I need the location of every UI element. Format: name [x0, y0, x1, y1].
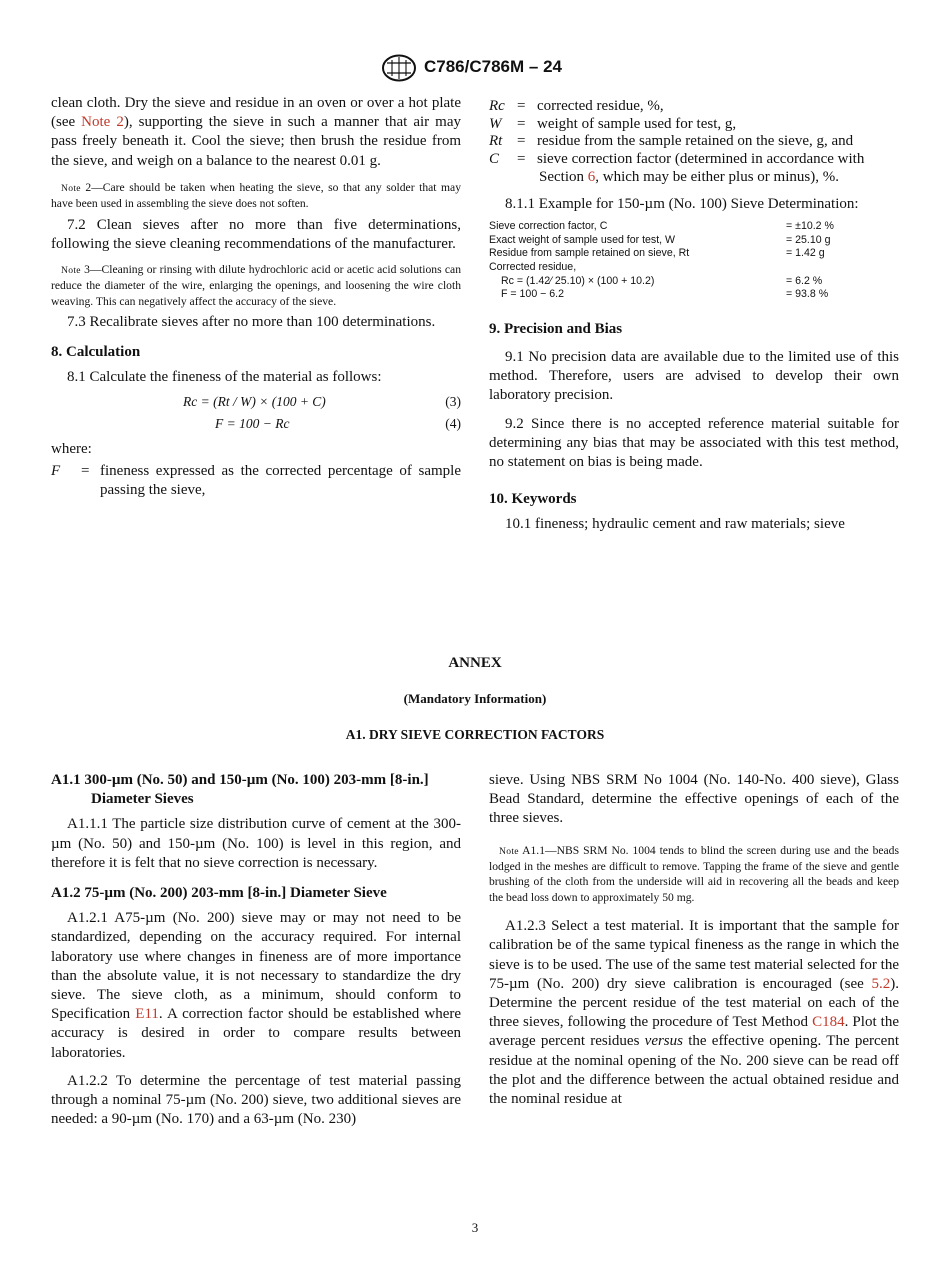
definition-Rc: Rc = corrected residue, %,: [489, 98, 664, 114]
annex-subtitle: (Mandatory Information): [403, 691, 547, 706]
page-header: [0, 54, 950, 84]
equation-4: F = 100 − Rc (4): [215, 415, 461, 431]
left-column-bottom: [51, 771, 461, 1129]
example-row: Sieve correction factor, C = ±10.2 %: [489, 220, 834, 233]
example-row: Residue from sample retained on sieve, Rt = 1.42 g: [489, 247, 825, 260]
note-2: Note 2—Care should be taken when heating the sieve, so that any solder that may have been used in assembling the sieve does not soften.: [51, 180, 461, 211]
definition-Rt: Rt = residue from the sample retained on the sieve, g, and: [489, 133, 854, 149]
a1-1-heading: A1.1 300-µm (No. 50) and 150-µm (No. 100) 203-mm [8-in.] Diameter Sieves: [51, 772, 429, 808]
equation-3: Rc = (Rt / W) × (100 + C) (3): [183, 393, 461, 409]
section-8-heading: 8. Calculation: [51, 344, 141, 361]
paragraph-7-3: 7.3 Recalibrate sieves after no more than 100 determinations.: [67, 314, 436, 331]
paragraph-9-2: 9.2 Since there is no accepted reference material suitable for determining any bias that may be associated with this test method, no statement on bias is being made.: [489, 415, 899, 470]
paragraph-a1-2-2-continued: sieve. Using NBS SRM No 1004 (No. 140-No. 400 sieve), Glass Bead Standard, determine the effective openings of each of the three sieves.: [489, 772, 899, 827]
definition-C-continued: Section 6, which may be either plus or minus), %.: [539, 169, 839, 185]
where-label: where:: [51, 440, 92, 457]
left-column-top: [51, 94, 461, 500]
note-2-link[interactable]: Note 2: [81, 114, 124, 131]
paragraph-8-1: 8.1 Calculate the fineness of the material as follows:: [67, 368, 382, 385]
paragraph-a1-1-1: A1.1.1 The particle size distribution curve of cement at the 300-µm (No. 50) and 150-µm (No. 100) is level in this region, and therefore it is felt that no sieve correction is necessary.: [51, 816, 461, 871]
definition-F: F = fineness expressed as the corrected percentage of sample passing the sieve,: [51, 463, 461, 499]
example-row: Exact weight of sample used for test, W = 25.10 g: [489, 233, 831, 246]
document-designation: C786/C786M – 24: [424, 57, 562, 76]
section-9-heading: 9. Precision and Bias: [489, 320, 623, 337]
annex-a1-title: A1. DRY SIEVE CORRECTION FACTORS: [345, 727, 605, 742]
example-row: F = 100 − 6.2 = 93.8 %: [501, 288, 829, 301]
note-a1-1: Note A1.1—NBS SRM No. 1004 tends to blind the screen during use and the beads lodged in the meshes are difficult to remove. Tapping the frame of the sieve and gentle brushing of the cloth from the underside will aid in recovering all the beads and keep the bead loss down to approximately 50 mg.: [489, 843, 899, 904]
right-column-bottom: [489, 771, 899, 1109]
definition-W: W = weight of sample used for test, g,: [489, 115, 737, 132]
example-row: Rc = (1.42⁄ 25.10) × (100 + 10.2) = 6.2 %: [501, 274, 823, 287]
annex-title: ANNEX: [448, 655, 502, 671]
c184-link[interactable]: C184: [812, 1014, 845, 1031]
paragraph-8-1-1: 8.1.1 Example for 150-µm (No. 100) Sieve Determination:: [505, 196, 859, 212]
paragraph-a1-2-3: A1.2.3 Select a test material. It is important that the sample for calibration be of the same typical fineness as the range in which the sieve is to be used. The use of the same test material selected for the 75-µm (No. 200) dry sieve calibration is encouraged (see 5.2). Determine the percent residue of the test material on each of the three sieves, following the procedure of Test Method C184. Plot the average percent residues versus the effective opening. The percent residue at the nominal opening of the No. 200 sieve can be read off the plot and the difference between the actual obtained residue and the nominal residue at: [489, 918, 899, 1108]
paragraph-9-1: 9.1 No precision data are available due to the limited use of this method. Therefore, users are advised to develop their own laboratory precision.: [489, 348, 899, 404]
paragraph-a1-2-1: A1.2.1 A75-µm (No. 200) sieve may or may not need to be standardized, depending on the accuracy required. For internal laboratory use where changes in fineness are of more importance than the absolute value, it is not necessary to standardize the dry sieve. The sieve cloth, as a minimum, should conform to Specification E11. A correction factor should be established where accuracy is desired in order to compare results between laboratories.: [51, 910, 462, 1061]
paragraph-cleaning: clean cloth. Dry the sieve and residue in an oven or over a hot plate (see Note 2), supporting the sieve in such a manner that air may pass freely beneath it. Cool the sieve; then brush the residue from the sieve, and weigh on a balance to the nearest 0.01 g.: [51, 95, 461, 169]
section-5-2-link[interactable]: 5.2: [871, 975, 891, 992]
astm-logo: [381, 54, 417, 82]
paragraph-10-1: 10.1 fineness; hydraulic cement and raw materials; sieve: [505, 516, 845, 533]
note-3: Note 3—Cleaning or rinsing with dilute hydrochloric acid or acetic acid solutions can reduce the diameter of the wire, enlarging the openings, and loosening the wire cloth weaving. This can negatively affect the accuracy of the sieve.: [51, 263, 461, 308]
definition-C: C = sieve correction factor (determined in accordance with: [489, 150, 865, 167]
a1-2-heading: A1.2 75-µm (No. 200) 203-mm [8-in.] Diameter Sieve: [51, 885, 387, 902]
section-10-heading: 10. Keywords: [489, 491, 577, 508]
right-column-top: [489, 98, 899, 535]
e11-link[interactable]: E11: [135, 1006, 159, 1023]
example-row: Corrected residue,: [489, 260, 577, 273]
section-6-link[interactable]: 6: [587, 169, 596, 185]
paragraph-a1-2-2: A1.2.2 To determine the percentage of test material passing through a nominal 75-µm (No. 200) sieve, two additional sieves are needed: a 90-µm (No. 170) and a 63-µm (No. 230): [51, 1072, 461, 1128]
paragraph-7-2: 7.2 Clean sieves after no more than five determinations, following the sieve cleaning recommendations of the manufacturer.: [51, 216, 461, 252]
example-table: [489, 220, 851, 302]
definition-list: [489, 98, 899, 187]
page-number: 3: [471, 1220, 479, 1235]
